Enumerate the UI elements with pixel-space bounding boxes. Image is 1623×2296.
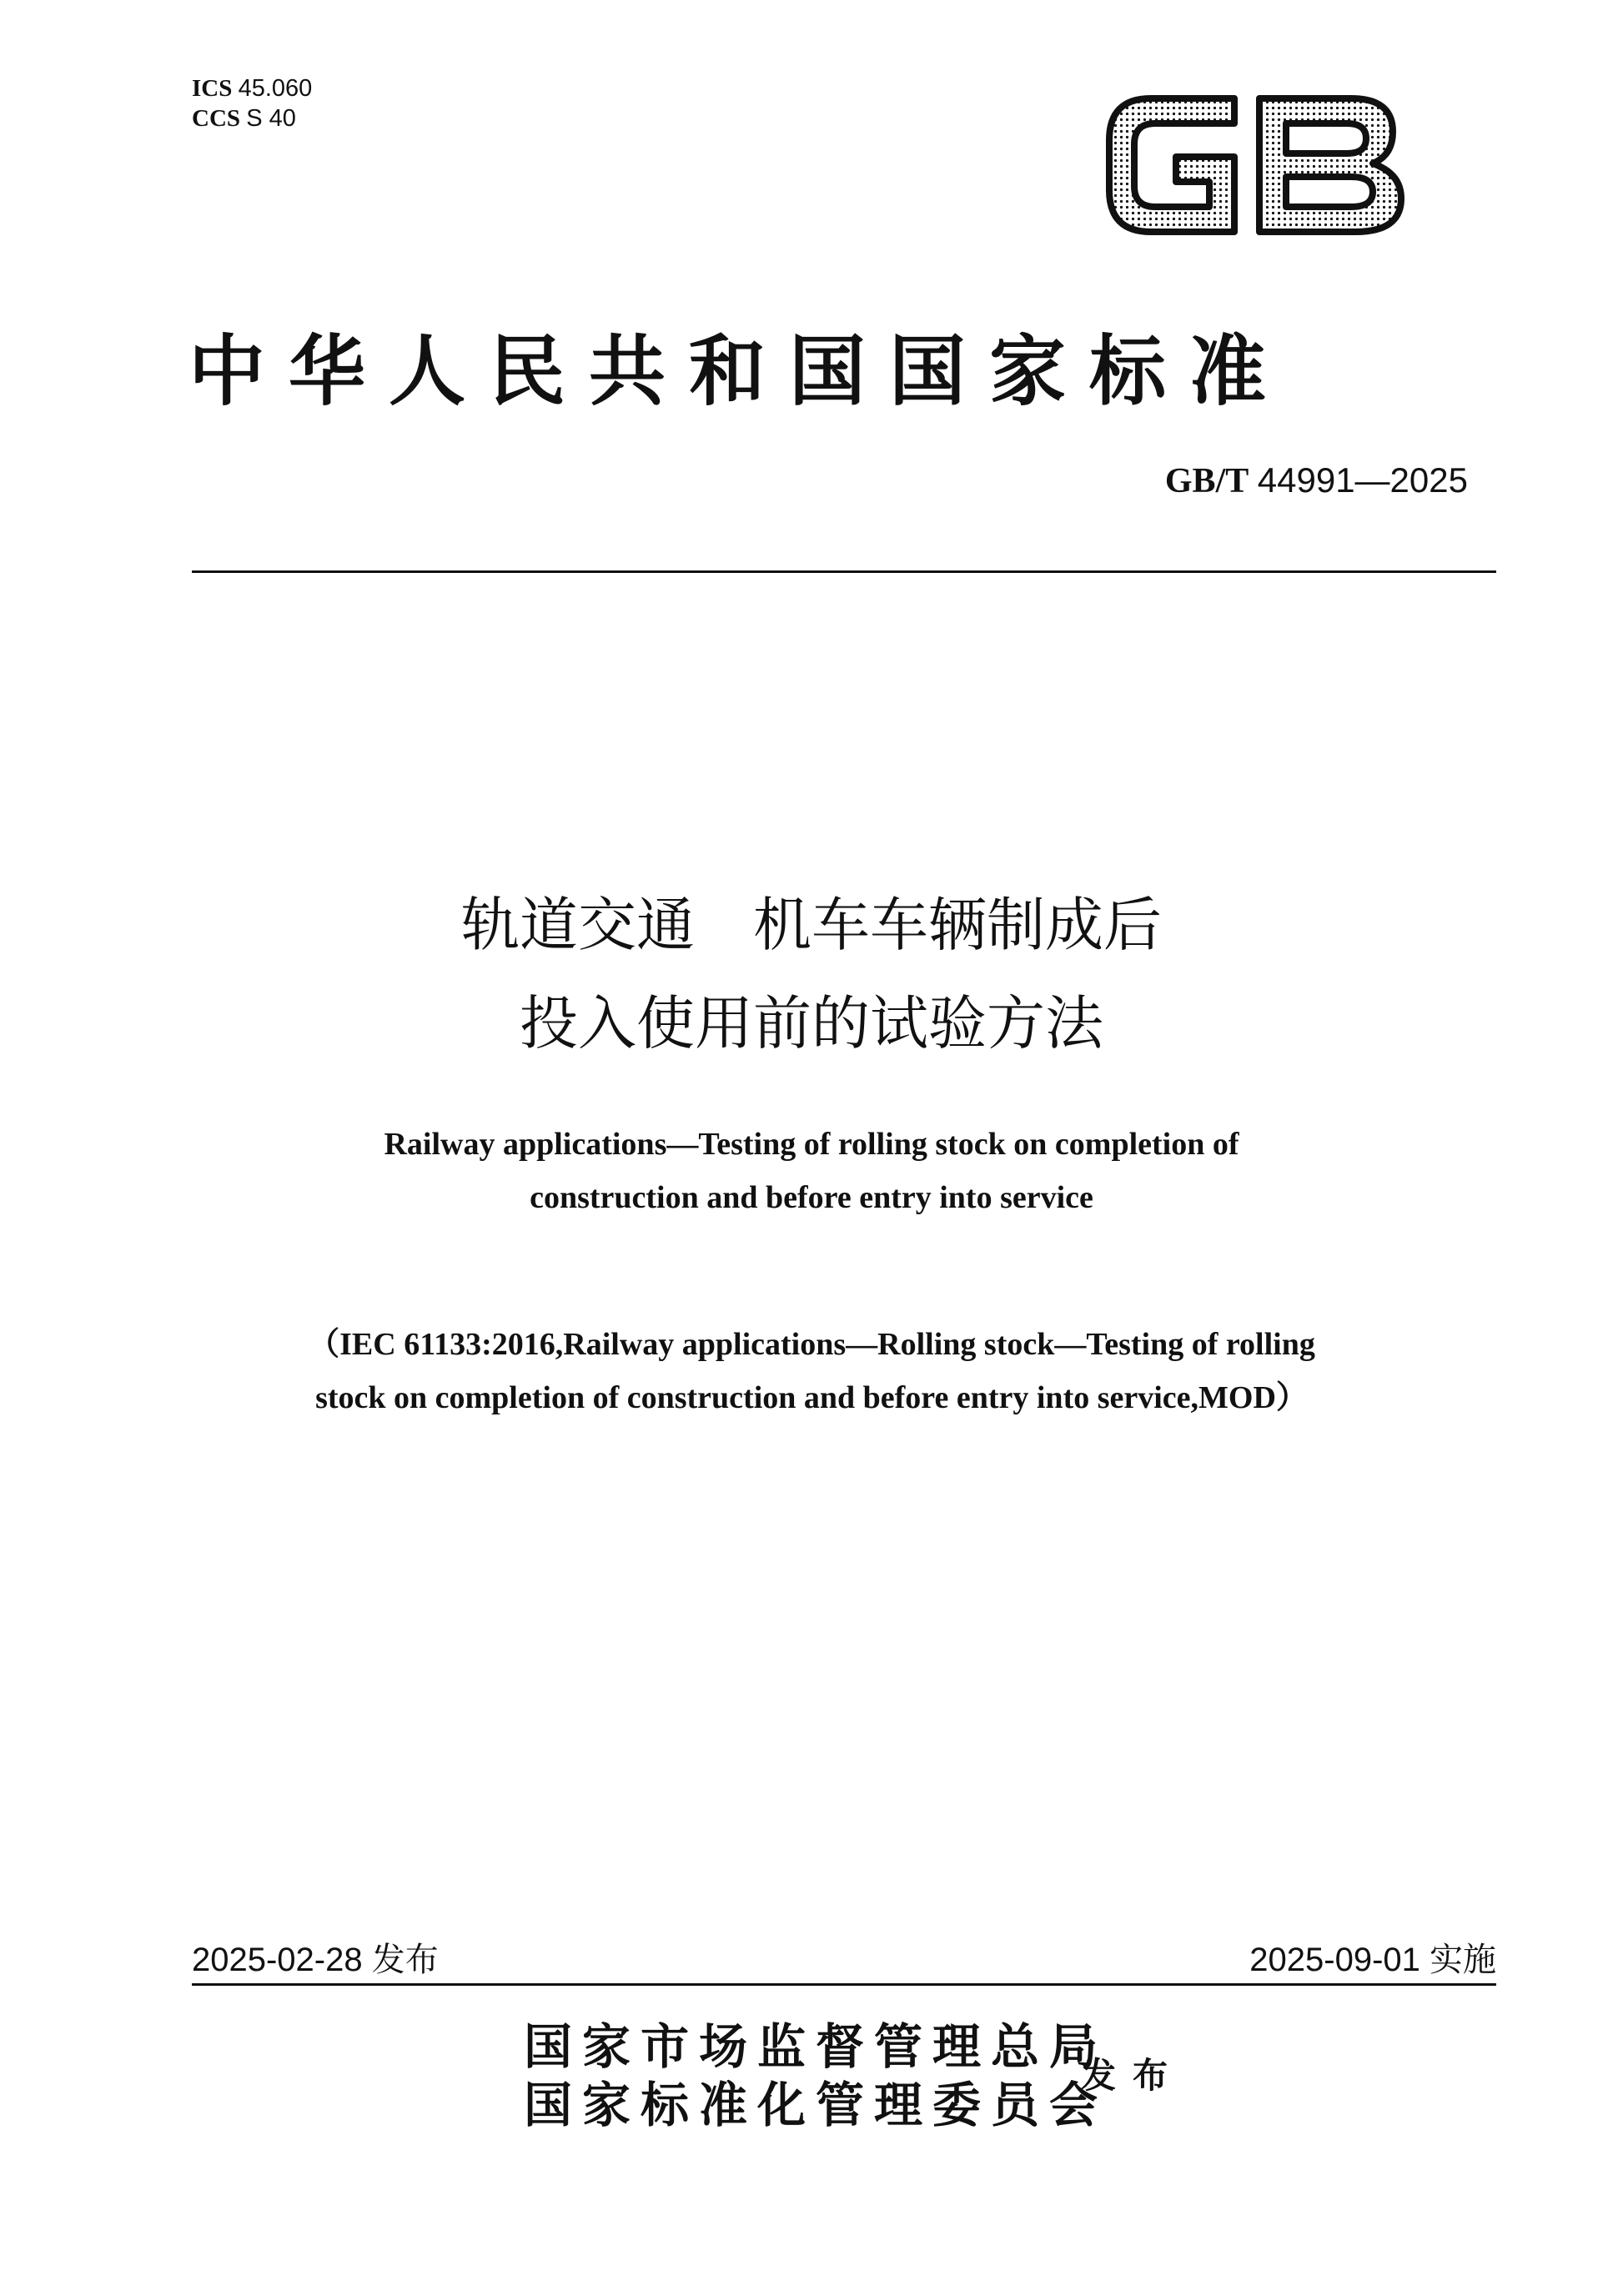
- ics-value: 45.060: [238, 75, 313, 102]
- chinese-title-line-1: 轨道交通 机车车辆制成后: [461, 892, 1162, 957]
- issuer-samr: 国家市场监督管理总局: [524, 2020, 1108, 2074]
- header-divider: [192, 570, 1496, 573]
- iec-reference-line-1: （IEC 61133:2016,Railway applications—Rolling stock—Testing of rolling: [308, 1327, 1315, 1362]
- ccs-code: [192, 103, 312, 133]
- english-title-line-2: construction and before entry into service: [530, 1180, 1093, 1215]
- iec-reference: [0, 1318, 1623, 1424]
- issue-word: 发布: [1081, 2057, 1185, 2096]
- standard-number: [1165, 460, 1468, 501]
- english-title: [0, 1118, 1623, 1224]
- chinese-title: [0, 876, 1623, 1073]
- national-standard-title: 中华人民共和国国家标准: [188, 329, 1290, 414]
- standard-prefix: GB/T: [1164, 462, 1249, 500]
- standard-number-value: 44991—2025: [1257, 460, 1468, 500]
- issuing-authorities: [524, 2018, 1108, 2135]
- chinese-title-line-2: 投入使用前的试验方法: [520, 991, 1103, 1056]
- publish-date: 2025-02-28 发布: [192, 1942, 439, 1978]
- ics-code: [192, 73, 312, 103]
- implementation-date: 2025-09-01 实施: [1249, 1942, 1496, 1978]
- gb-logo-icon: [1101, 82, 1418, 249]
- iec-reference-line-2: stock on completion of construction and before entry into service,MOD）: [315, 1380, 1308, 1415]
- date-divider: [192, 1983, 1496, 1986]
- classification-codes: [192, 73, 312, 133]
- ics-label: ICS: [192, 75, 233, 102]
- issuer-sac: 国家标准化管理委员会: [524, 2078, 1108, 2133]
- ccs-label: CCS: [192, 105, 241, 132]
- ccs-value: S 40: [246, 105, 296, 132]
- english-title-line-1: Railway applications—Testing of rolling stock on completion of: [384, 1127, 1239, 1162]
